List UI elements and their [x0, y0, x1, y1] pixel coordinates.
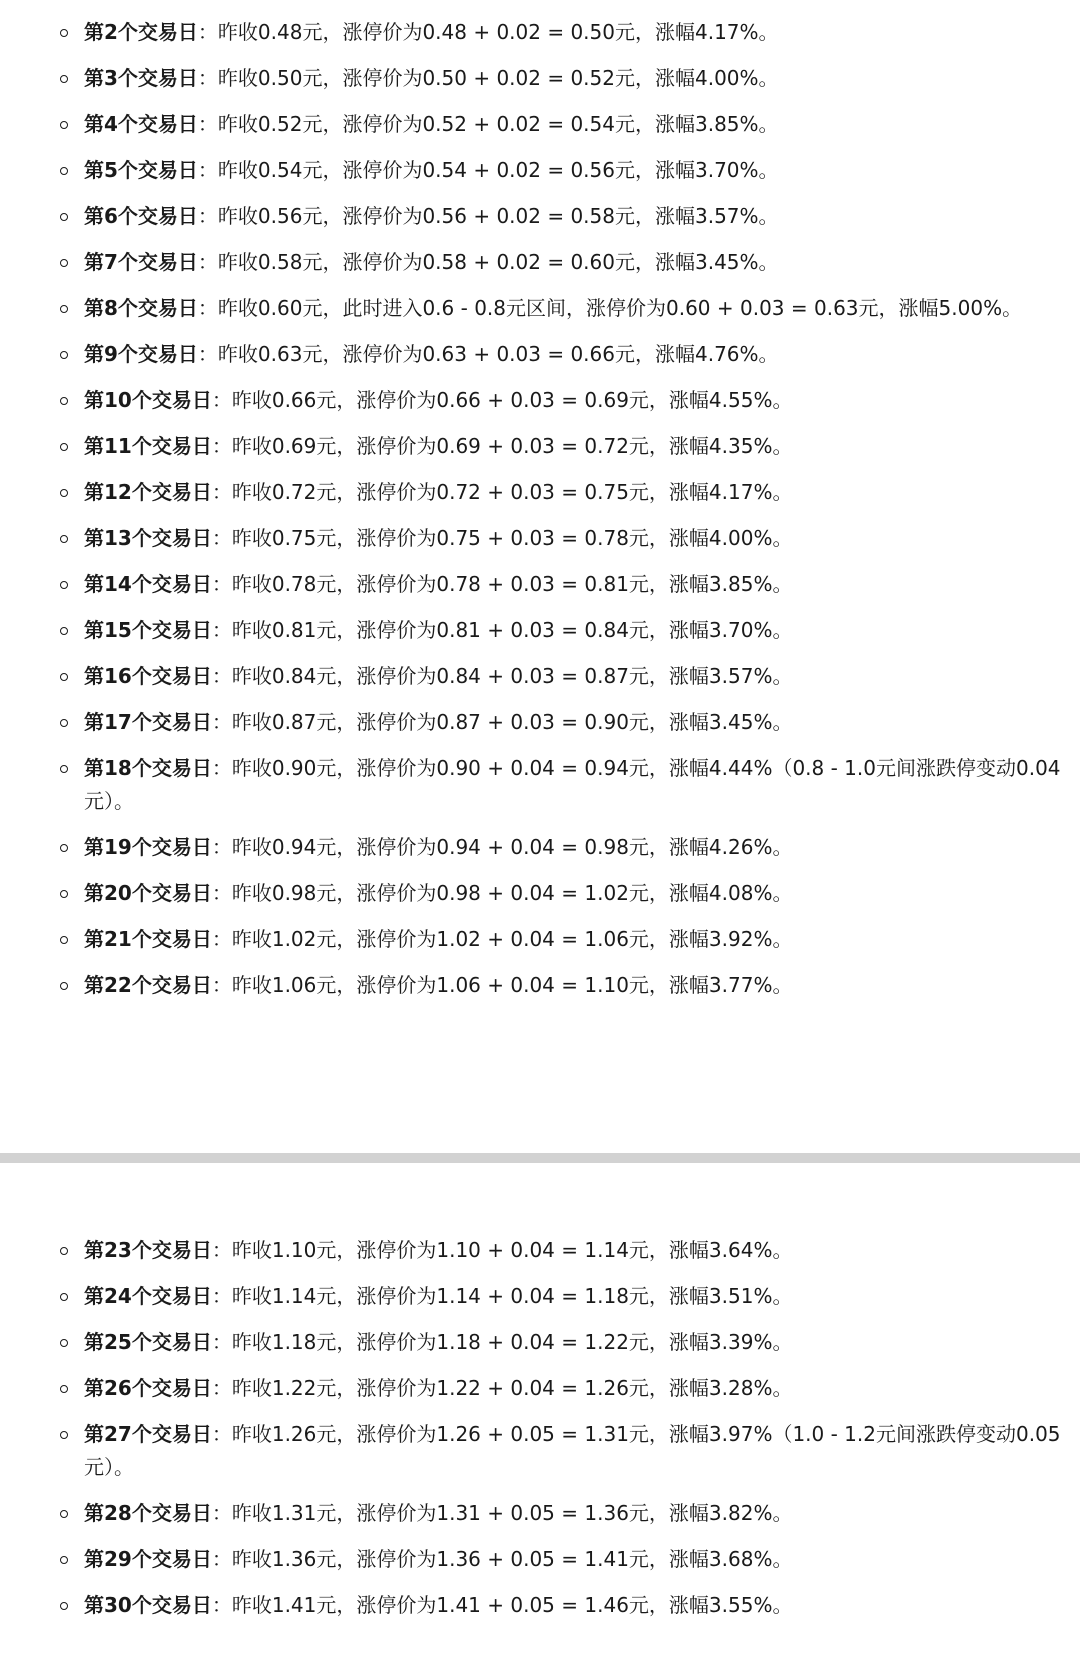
item-label: 第15个交易日 [84, 618, 212, 642]
item-label: 第11个交易日 [84, 434, 212, 458]
item-label: 第12个交易日 [84, 480, 212, 504]
list-item [0, 292, 1080, 325]
list-item [0, 752, 1080, 818]
item-label: 第7个交易日 [84, 250, 198, 274]
item-text: ：昨收0.75元，涨停价为0.75 + 0.03 = 0.78元，涨幅4.00%。 [211, 526, 793, 550]
item-text: ：昨收0.72元，涨停价为0.72 + 0.03 = 0.75元，涨幅4.17%。 [211, 480, 793, 504]
item-text: ：昨收0.81元，涨停价为0.81 + 0.03 = 0.84元，涨幅3.70%。 [211, 618, 793, 642]
document-section-top [0, 16, 1080, 1015]
item-text: ：昨收0.58元，涨停价为0.58 + 0.02 = 0.60元，涨幅3.45%。 [197, 250, 779, 274]
item-label: 第19个交易日 [84, 835, 212, 859]
list-item [0, 522, 1080, 555]
list-item [0, 1497, 1080, 1530]
item-text: ：昨收0.90元，涨停价为0.90 + 0.04 = 0.94元，涨幅4.44%（0.8 - 1.0元间涨跌停变动0.04元）。 [84, 756, 1061, 813]
item-text: ：昨收0.60元，此时进入0.6 - 0.8元区间，涨停价为0.60 + 0.03 = 0.63元，涨幅5.00%。 [197, 296, 1023, 320]
item-label: 第18个交易日 [84, 756, 212, 780]
item-text: ：昨收0.69元，涨停价为0.69 + 0.03 = 0.72元，涨幅4.35%。 [211, 434, 793, 458]
item-text: ：昨收0.84元，涨停价为0.84 + 0.03 = 0.87元，涨幅3.57%。 [211, 664, 793, 688]
item-text: ：昨收1.18元，涨停价为1.18 + 0.04 = 1.22元，涨幅3.39%。 [211, 1330, 793, 1354]
list-item [0, 16, 1080, 49]
list-item [0, 706, 1080, 739]
item-label: 第28个交易日 [84, 1501, 212, 1525]
item-text: ：昨收0.56元，涨停价为0.56 + 0.02 = 0.58元，涨幅3.57%。 [197, 204, 779, 228]
item-label: 第26个交易日 [84, 1376, 212, 1400]
item-label: 第21个交易日 [84, 927, 212, 951]
list-item [0, 614, 1080, 647]
item-text: ：昨收1.31元，涨停价为1.31 + 0.05 = 1.36元，涨幅3.82%。 [211, 1501, 793, 1525]
trading-day-list [0, 16, 1080, 1002]
item-text: ：昨收0.54元，涨停价为0.54 + 0.02 = 0.56元，涨幅3.70%。 [197, 158, 779, 182]
item-text: ：昨收1.02元，涨停价为1.02 + 0.04 = 1.06元，涨幅3.92%。 [211, 927, 793, 951]
item-label: 第17个交易日 [84, 710, 212, 734]
list-item [0, 1326, 1080, 1359]
item-text: ：昨收0.87元，涨停价为0.87 + 0.03 = 0.90元，涨幅3.45%。 [211, 710, 793, 734]
list-item [0, 1589, 1080, 1622]
list-item [0, 660, 1080, 693]
list-item [0, 338, 1080, 371]
item-label: 第3个交易日 [84, 66, 198, 90]
list-item [0, 969, 1080, 1002]
list-item [0, 1234, 1080, 1267]
item-label: 第29个交易日 [84, 1547, 212, 1571]
list-item [0, 1418, 1080, 1484]
list-item [0, 200, 1080, 233]
item-text: ：昨收1.41元，涨停价为1.41 + 0.05 = 1.46元，涨幅3.55%。 [211, 1593, 793, 1617]
item-text: ：昨收1.14元，涨停价为1.14 + 0.04 = 1.18元，涨幅3.51%。 [211, 1284, 793, 1308]
list-item [0, 154, 1080, 187]
trading-day-list [0, 1234, 1080, 1622]
item-label: 第20个交易日 [84, 881, 212, 905]
item-label: 第14个交易日 [84, 572, 212, 596]
list-item [0, 877, 1080, 910]
list-item [0, 430, 1080, 463]
item-label: 第24个交易日 [84, 1284, 212, 1308]
list-item [0, 108, 1080, 141]
item-label: 第8个交易日 [84, 296, 198, 320]
list-item [0, 246, 1080, 279]
item-label: 第6个交易日 [84, 204, 198, 228]
item-label: 第25个交易日 [84, 1330, 212, 1354]
list-item [0, 1280, 1080, 1313]
item-label: 第30个交易日 [84, 1593, 212, 1617]
item-text: ：昨收1.26元，涨停价为1.26 + 0.05 = 1.31元，涨幅3.97%（1.0 - 1.2元间涨跌停变动0.05元）。 [84, 1422, 1061, 1479]
item-text: ：昨收1.10元，涨停价为1.10 + 0.04 = 1.14元，涨幅3.64%。 [211, 1238, 793, 1262]
item-label: 第10个交易日 [84, 388, 212, 412]
list-item [0, 62, 1080, 95]
list-item [0, 1543, 1080, 1576]
item-text: ：昨收0.63元，涨停价为0.63 + 0.03 = 0.66元，涨幅4.76%。 [197, 342, 779, 366]
list-item [0, 568, 1080, 601]
item-text: ：昨收1.36元，涨停价为1.36 + 0.05 = 1.41元，涨幅3.68%。 [211, 1547, 793, 1571]
item-label: 第2个交易日 [84, 20, 198, 44]
list-item [0, 1372, 1080, 1405]
item-label: 第27个交易日 [84, 1422, 212, 1446]
item-text: ：昨收0.78元，涨停价为0.78 + 0.03 = 0.81元，涨幅3.85%。 [211, 572, 793, 596]
list-item [0, 384, 1080, 417]
item-text: ：昨收0.98元，涨停价为0.98 + 0.04 = 1.02元，涨幅4.08%。 [211, 881, 793, 905]
item-label: 第5个交易日 [84, 158, 198, 182]
item-text: ：昨收0.66元，涨停价为0.66 + 0.03 = 0.69元，涨幅4.55%。 [211, 388, 793, 412]
list-item [0, 923, 1080, 956]
page-divider [0, 1153, 1080, 1163]
item-text: ：昨收1.22元，涨停价为1.22 + 0.04 = 1.26元，涨幅3.28%。 [211, 1376, 793, 1400]
item-label: 第22个交易日 [84, 973, 212, 997]
item-text: ：昨收0.50元，涨停价为0.50 + 0.02 = 0.52元，涨幅4.00%。 [197, 66, 779, 90]
item-label: 第9个交易日 [84, 342, 198, 366]
list-item [0, 476, 1080, 509]
item-text: ：昨收0.94元，涨停价为0.94 + 0.04 = 0.98元，涨幅4.26%。 [211, 835, 793, 859]
item-text: ：昨收1.06元，涨停价为1.06 + 0.04 = 1.10元，涨幅3.77%。 [211, 973, 793, 997]
item-text: ：昨收0.48元，涨停价为0.48 + 0.02 = 0.50元，涨幅4.17%。 [197, 20, 779, 44]
item-label: 第16个交易日 [84, 664, 212, 688]
item-text: ：昨收0.52元，涨停价为0.52 + 0.02 = 0.54元，涨幅3.85%。 [197, 112, 779, 136]
list-item [0, 831, 1080, 864]
item-label: 第4个交易日 [84, 112, 198, 136]
item-label: 第23个交易日 [84, 1238, 212, 1262]
item-label: 第13个交易日 [84, 526, 212, 550]
document-section-bottom [0, 1234, 1080, 1635]
